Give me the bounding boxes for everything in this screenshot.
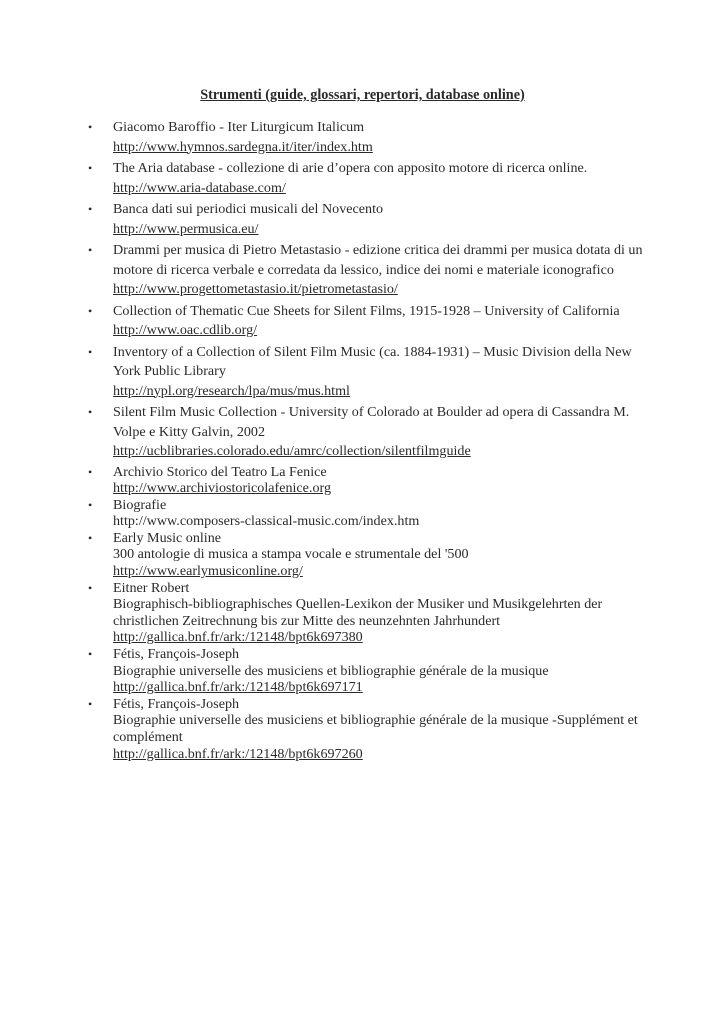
- entry-title: Silent Film Music Collection - University of Colorado at Boulder ad opera di Cassandra M. Volpe e Kitty Galvin, 2002: [113, 404, 630, 440]
- entry-title: Eitner Robert: [113, 579, 190, 596]
- bullet-icon: •: [88, 405, 93, 419]
- entry-title: Fétis, François-Joseph: [113, 695, 240, 712]
- entry-description: Biographie universelle des musiciens et bibliographie générale de la musique: [113, 662, 549, 679]
- entry-link[interactable]: http://www.aria-database.com/: [113, 179, 286, 196]
- entry-link[interactable]: http://gallica.bnf.fr/ark:/12148/bpt6k697260: [113, 745, 363, 762]
- entry-link[interactable]: http://www.archiviostoricolafenice.org: [113, 480, 331, 497]
- bullet-icon: •: [88, 696, 93, 711]
- entry-title: Banca dati sui periodici musicali del Novecento: [113, 201, 384, 217]
- list-item: [0, 302, 725, 341]
- bullet-icon: •: [88, 161, 93, 175]
- entry-link[interactable]: http://www.earlymusiconline.org/: [113, 563, 303, 580]
- bullet-icon: •: [88, 580, 93, 595]
- bullet-icon: •: [88, 202, 93, 216]
- list-item: [0, 696, 725, 762]
- entry-description: http://www.composers-classical-music.com/index.htm: [113, 513, 420, 530]
- list-item: [0, 159, 725, 198]
- entry-description: 300 antologie di musica a stampa vocale e strumentale del '500: [113, 546, 469, 563]
- list-item: [0, 497, 725, 530]
- entry-title: The Aria database - collezione di arie d’opera con apposito motore di ricerca online.: [113, 160, 588, 176]
- bullet-icon: •: [88, 530, 93, 545]
- entry-link[interactable]: http://nypl.org/research/lpa/mus/mus.html: [113, 382, 350, 399]
- resource-list: [0, 118, 725, 762]
- bullet-icon: •: [88, 344, 93, 359]
- entry-title: Archivio Storico del Teatro La Fenice: [113, 463, 327, 480]
- entry-link[interactable]: http://gallica.bnf.fr/ark:/12148/bpt6k697171: [113, 679, 363, 696]
- entry-link[interactable]: http://www.hymnos.sardegna.it/iter/index.htm: [113, 138, 373, 155]
- entry-title: Inventory of a Collection of Silent Film Music (ca. 1884-1931) – Music Division della New York Public Library: [113, 343, 632, 379]
- entry-title: Giacomo Baroffio - Iter Liturgicum Italicum: [113, 119, 365, 135]
- list-item: [0, 646, 725, 696]
- bullet-icon: •: [88, 464, 93, 479]
- bullet-icon: •: [88, 647, 93, 662]
- list-item: [0, 241, 725, 300]
- entry-title: Early Music online: [113, 529, 222, 546]
- list-item: [0, 343, 725, 402]
- entry-link[interactable]: http://www.progettometastasio.it/pietrometastasio/: [113, 281, 398, 297]
- entry-link[interactable]: http://www.permusica.eu/: [113, 220, 259, 237]
- list-item: [0, 580, 725, 646]
- entry-link[interactable]: http://www.oac.cdlib.org/: [113, 322, 258, 338]
- entry-title: Biografie: [113, 496, 167, 513]
- entry-description: Biographie universelle des musiciens et bibliographie générale de la musique -Supplément et complément: [113, 712, 638, 745]
- bullet-icon: •: [88, 120, 93, 134]
- page-title: Strumenti (guide, glossari, repertori, database online): [200, 87, 525, 103]
- list-item: [0, 403, 725, 462]
- entry-title: Drammi per musica di Pietro Metastasio - edizione critica dei drammi per musica dotata di un motore di ricerca verbale e corredata da lessico, indice dei nomi e materiale iconografico: [113, 242, 643, 278]
- entry-title: Collection of Thematic Cue Sheets for Silent Films, 1915-1928 – University of California: [113, 302, 620, 319]
- bullet-icon: •: [88, 303, 93, 318]
- bullet-icon: •: [88, 243, 93, 257]
- entry-link[interactable]: http://gallica.bnf.fr/ark:/12148/bpt6k697380: [113, 629, 363, 646]
- bullet-icon: •: [88, 497, 93, 512]
- entry-link[interactable]: http://ucblibraries.colorado.edu/amrc/collection/silentfilmguide: [113, 443, 471, 459]
- list-item: [0, 530, 725, 580]
- list-item: [0, 118, 725, 157]
- list-item: [0, 200, 725, 239]
- entry-description: Biographisch-bibliographisches Quellen-Lexikon der Musiker und Musikgelehrten der christlichen Zeitrechnung bis zur Mitte des neunzehnten Jahrhundert: [113, 596, 603, 629]
- list-item: [0, 464, 725, 497]
- entry-title: Fétis, François-Joseph: [113, 646, 240, 663]
